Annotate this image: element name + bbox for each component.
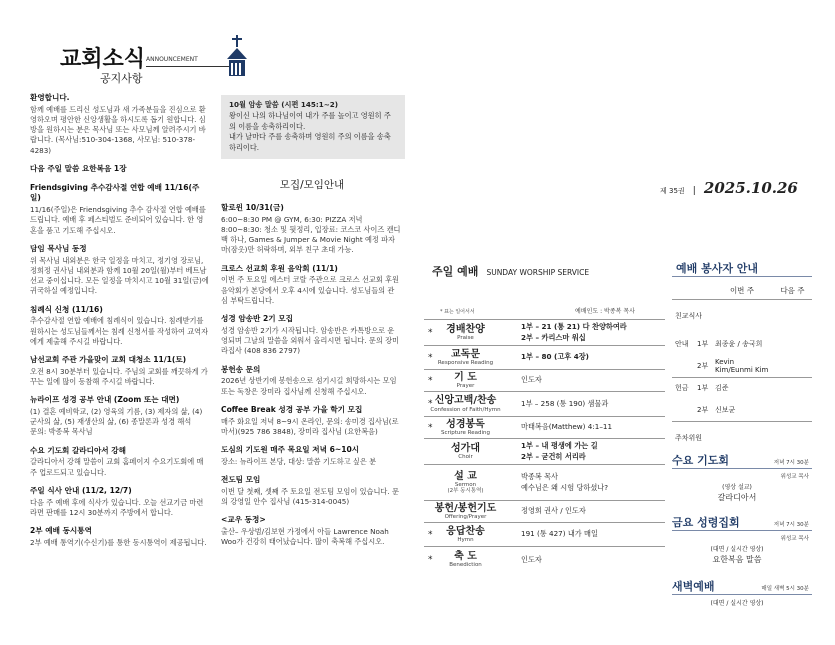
worship-order-table (424, 319, 665, 573)
recruitment-body: 장소: 뉴라이프 본당, 대상: 말씀 기도하고 싶은 분 (221, 456, 377, 466)
recruitment-body: 성경 암송반 2기가 시작됩니다. 암송반은 카톡방으로 운영되며 그날의 말씀을 외워서 올리시면 됩니다. 문의 장미라집사 (408 836 2797) (221, 325, 399, 356)
volunteer-group: 친교식사 (672, 299, 711, 333)
standing-star-icon: * (428, 422, 433, 433)
worship-item-name: 성경봉독 (446, 418, 485, 430)
service-leader: 위성교 목사 (780, 536, 809, 542)
volunteer-group: 주차위원 (672, 421, 711, 455)
recruitment-section (221, 264, 401, 306)
service-time: 저녁 7시 30분 (773, 460, 809, 466)
worship-item-detail: 마태복음(Matthew) 4:1–11 (507, 417, 665, 439)
left-column (30, 93, 210, 556)
worship-item-name: 축 도 (454, 550, 477, 562)
announcement-section (30, 526, 210, 548)
worship-item (424, 547, 507, 573)
worship-item-name: 응답찬송 (446, 525, 485, 537)
worship-item-name: 봉헌/봉헌기도 (434, 502, 497, 514)
volunteer-this: 신보균 (715, 405, 736, 414)
volunteer-group: 헌금 (672, 377, 697, 399)
volunteer-group (672, 355, 697, 377)
page-title: 교회소식 (60, 47, 146, 72)
volunteer-next (773, 355, 812, 377)
announcement-section (30, 395, 210, 437)
volunteer-next (773, 333, 812, 355)
worship-item-detail: 박종복 목사 예수님은 왜 시험 당하셨나? (507, 465, 665, 501)
announcement-body: 2부 예배 통역기(수신기)를 통한 동시통역이 제공됩니다. (30, 537, 207, 547)
volunteer-next (773, 421, 812, 455)
service-time: 저녁 7시 30분 (773, 522, 809, 528)
worship-item-name: 신앙고백/찬송 (434, 395, 497, 407)
worship-row (424, 320, 665, 346)
worship-row (424, 523, 665, 547)
recruitment-title: 할로윈 10/31(금) (221, 203, 284, 212)
worship-row (424, 439, 665, 465)
worship-item-detail: 1부 – 내 평생에 가는 길 2부 – 굳건히 서리라 (507, 439, 665, 465)
announcement-title: 주일 식사 안내 (11/2, 12/7) (30, 485, 132, 495)
volunteer-next (773, 377, 812, 399)
issue-date: 2025.10.26 (703, 179, 798, 197)
worship-item-en: Responsive Reading (437, 360, 494, 367)
service-detail: (대면 / 실시간 영상) (710, 600, 764, 607)
worship-item (424, 370, 507, 392)
worship-item-name: 설 교 (454, 470, 477, 482)
worship-item (424, 346, 507, 370)
worship-row (424, 346, 665, 370)
worship-title: 주일 예배 (432, 265, 479, 278)
volunteer-row (672, 299, 812, 333)
service-title-line (672, 468, 812, 469)
recruitment-title: 성경 암송반 2기 모집 (221, 314, 293, 324)
announcement-title: 환영합니다. (30, 93, 70, 102)
memory-verse-title: 10월 암송 말씀 (시편 145:1~2) (229, 100, 339, 109)
worship-item-detail: 1부 – 258 (통 190) 샘물과 (507, 392, 665, 417)
announcement-section (30, 244, 210, 297)
worship-row (424, 417, 665, 439)
worship-item-name: 성가대 (451, 442, 480, 454)
announcement-title: 침례식 신청 (11/16) (30, 304, 103, 314)
worship-item-name: 교독문 (451, 348, 480, 360)
worship-item-detail: 191 (통 427) 내가 매일 (507, 523, 665, 547)
recruitment-section (221, 445, 401, 467)
announcement-section (30, 305, 210, 347)
worship-item-en: Hymn (457, 537, 474, 544)
service-title-line (672, 594, 812, 595)
service-detail: 갈라디아서 (717, 493, 757, 502)
volunteer-this: 최종윤 / 송국희 (715, 340, 763, 348)
worship-item-detail: 1부 – 80 (고후 4장) (507, 346, 665, 370)
announcement-section (30, 164, 210, 175)
recruitment-body: 이번 주 토요일 에스터 코랄 주관으로 크로스 선교회 후원 음악회가 본당에서 오후 4시에 있습니다. 성도님들의 관심 부탁드립니다. (221, 275, 399, 305)
standing-star-icon: * (428, 327, 433, 338)
recruitment-title: 전도팀 모임 (221, 474, 261, 484)
worship-note-right: 예배인도 : 박종복 목사 (575, 308, 635, 315)
volunteer-next (773, 299, 812, 333)
volunteer-row (672, 377, 812, 399)
recruitment-title: 봉헌송 문의 (221, 364, 261, 374)
service-detail: (영상 설교) (722, 484, 752, 491)
recruitment-title: 크로스 선교회 후원 음악회 (11/1) (221, 263, 338, 273)
service-time: 매일 새벽 5시 30분 (761, 586, 809, 592)
worship-item (424, 501, 507, 523)
worship-item-en: Choir (458, 454, 473, 461)
volunteer-title-line (672, 276, 812, 277)
worship-item-en: Praise (457, 335, 474, 342)
service-title-line (672, 530, 812, 531)
volunteer-this (711, 421, 773, 455)
recruitment-title: Coffee Break 성경 공부 가을 학기 모집 (221, 404, 363, 414)
worship-item-en: Confession of Faith/Hymn (430, 406, 501, 413)
volunteer-table (672, 283, 812, 455)
recruitment-body: 출산– 우상범/김보현 가정에서 아들 Lawrence Noah Woo가 건강히 태어났습니다. 많이 축복해 주십시오. (221, 526, 389, 547)
volunteer-part: 1부 (697, 377, 711, 399)
announcement-body: 갈라디아서 강해 말씀이 교회 홈페이지 수요기도회에 매주 업로드되고 있습니다. (30, 457, 204, 477)
announcement-title: Friendsgiving 추수감사절 연합 예배 11/16(주일) (30, 182, 200, 203)
volunteer-part: 2부 (697, 405, 709, 414)
volunteer-row (672, 399, 812, 421)
worship-row (424, 465, 665, 501)
standing-star-icon: * (428, 375, 433, 386)
volunteer-part: 1부 (697, 340, 709, 348)
announcement-body: 11/16(주일)은 Friendsgiving 추수 감사절 연합 예배를 드립니다. 예배 후 페스티벌도 준비되어 있습니다. 한 영혼을 품고 기도해 주십시오. (30, 205, 206, 235)
volume-label: 제 35권 (660, 187, 685, 195)
page-title-en: ANNOUNCEMENT (146, 56, 198, 63)
announcement-body: 다음 주 예배 후에 식사가 있습니다. 오늘 선교기금 마련 라면 판매를 12시 30분까지 주방에서 합니다. (30, 497, 204, 517)
worship-item-detail: 1부 – 21 (통 21) 다 찬양하여라 2부 – 카리스마 워십 (507, 320, 665, 346)
announcement-section (30, 486, 210, 518)
volunteer-group (672, 399, 697, 421)
worship-row (424, 501, 665, 523)
masthead-divider: | (692, 186, 696, 196)
worship-item-name: 경배찬양 (446, 323, 485, 335)
worship-note-left: * 표는 일어서서 (440, 309, 475, 315)
recruitment-section (221, 314, 401, 356)
recruitment-section (221, 515, 401, 547)
masthead (660, 178, 810, 197)
announcement-section (30, 446, 210, 478)
announcement-section (30, 355, 210, 387)
standing-star-icon: * (428, 352, 433, 363)
standing-star-icon: * (428, 399, 433, 409)
service-title: 금요 성령집회 (672, 516, 740, 529)
worship-item (424, 439, 507, 465)
volunteer-part: 2부 (697, 361, 709, 370)
worship-item-en: Prayer (456, 383, 475, 390)
volunteer-this (711, 299, 773, 333)
middle-column (221, 203, 401, 555)
service-detail: 요한복음 말씀 (712, 555, 762, 564)
volunteer-row (672, 355, 812, 377)
announcement-title: 수요 기도회 갈라디아서 강해 (30, 445, 126, 455)
worship-row (424, 392, 665, 417)
announcement-section (30, 183, 210, 236)
announcement-section (30, 93, 210, 156)
volunteer-this: Kevin Kim/Eunmi Kim (715, 357, 769, 374)
recruitment-body: 6:00~8:30 PM @ GYM, 6:30: PIZZA 저녁 8:00~8:30: 청소 및 뒷정리, 입장료: 코스코 사이즈 캔디백 하나, Games & Jumper & Movie Night 예정 파자마(잠옷)만 허락하며, 외부 친구 초대 가능. (221, 214, 401, 255)
recruitment-section (221, 203, 401, 256)
memory-verse-box (221, 95, 405, 159)
standing-star-icon: * (428, 529, 433, 540)
worship-item-en: Scripture Reading (440, 430, 491, 437)
worship-item-detail: 정영희 권사 / 인도자 (507, 501, 665, 523)
memory-verse-text: 왕이신 나의 하나님이여 내가 주를 높이고 영원히 주의 이름을 송축하리이다. 내가 날마다 주를 송축하며 영원히 주의 이름을 송축하리이다. (229, 110, 391, 153)
volunteer-row (672, 421, 812, 455)
worship-item (424, 523, 507, 547)
service-title: 수요 기도회 (672, 454, 729, 467)
volunteer-col-this: 이번 주 (729, 286, 755, 296)
service-title: 새벽예배 (672, 580, 715, 593)
announcement-title: 뉴라이프 성경 공부 안내 (Zoom 또는 대면) (30, 395, 180, 405)
recruitment-section (221, 405, 401, 437)
volunteer-header-row (672, 283, 812, 299)
standing-star-icon: * (428, 554, 433, 565)
worship-item (424, 465, 507, 501)
recruitment-body: 이번 달 첫째, 셋째 주 토요일 전도팀 모임이 있습니다. 문의 강영일 안수 집사님 (415-314-0045) (221, 486, 399, 506)
worship-item-name: 기 도 (454, 371, 477, 383)
volunteer-col-next: 다음 주 (780, 286, 805, 296)
worship-row (424, 370, 665, 392)
volunteer-next (773, 399, 812, 421)
announcement-title: 남선교회 주관 가을맞이 교회 대청소 11/1(토) (30, 354, 187, 364)
announcement-title: 다음 주일 말씀 요한복음 1장 (30, 163, 127, 173)
volunteer-group: 안내 (675, 340, 689, 348)
church-icon (222, 35, 252, 77)
announcement-title: 2부 예배 동시통역 (30, 526, 92, 536)
announcement-body: 추수감사절 연합 예배에 침례식이 있습니다. 침례받기를 원하시는 성도님들께서는 침례 신청서를 작성하여 교역자에게 제출해 주시길 바랍니다. (30, 316, 209, 346)
service-leader: 위성교 목사 (780, 474, 809, 480)
worship-item-en: Offering/Prayer (444, 514, 487, 521)
announcement-body: 오전 8시 30분부터 있습니다. 주님의 교회를 깨끗하게 가꾸는 일에 많이 동참해 주시길 바랍니다. (30, 366, 208, 386)
service-detail: (대면 / 실시간 영상) (710, 546, 764, 553)
worship-item-detail: 인도자 (507, 547, 665, 573)
announcement-body: 위 목사님 내외분은 한국 일정을 마치고, 정기영 장로님, 정희정 권사님 내외분과 함께 10월 20일(월)부터 베트남 선교 중이십니다. 모든 일정을 마치시고 10월 31일(금)에 귀국하실 예정입니다. (30, 255, 209, 296)
announcement-body: 함께 예배를 드리신 성도님과 새 가족분들을 진심으로 환영하오며 평안한 신앙생활을 하시도록 돕기 원합니다. 심방을 원하시는 분은 목사님 또는 사모님께 알려주시기 바랍니다. (목사님:510-304-1368, 사모님: 510-378-4283) (30, 104, 206, 155)
worship-item (424, 392, 507, 417)
worship-item-detail: 인도자 (507, 370, 665, 392)
volunteer-title: 예배 봉사자 안내 (676, 262, 759, 275)
worship-item (424, 320, 507, 346)
recruitment-body: 매주 화요일 저녁 8~9시 온라인, 문의: 송미경 집사님(로마서)(925 786 3848), 장미라 집사님 (요한복음) (221, 416, 399, 436)
worship-row (424, 547, 665, 573)
worship-item-en: Benediction (449, 562, 482, 569)
volunteer-this: 김준 (711, 377, 773, 399)
worship-title-en: SUNDAY WORSHIP SERVICE (486, 268, 590, 277)
worship-item-en: Sermon (2부 동시통역) (447, 482, 484, 495)
recruitment-body: 2026년 상반기에 봉헌송으로 섬기시길 희망하시는 모임 또는 독창은 장미라 집사님께 신청해 주십시오. (221, 376, 397, 396)
volunteer-header-blank (672, 283, 711, 299)
announcement-title: 담임 목사님 동정 (30, 243, 87, 253)
announcement-body: (1) 결혼 예비학교, (2) 영육의 기름, (3) 제자의 삶, (4) 군사의 삶, (5) 재생산의 삶, (6) 종말론과 성경 해석 문의: 박종복 목사님 (30, 406, 203, 437)
recruitment-section (221, 365, 401, 397)
recruitment-title: <교우 동정> (221, 515, 266, 525)
recruitment-section (221, 475, 401, 507)
recruitment-heading: 모집/모임안내 (279, 179, 345, 191)
worship-title-block (432, 260, 672, 279)
volunteer-row (672, 333, 812, 355)
page-subtitle: 공지사항 (100, 72, 143, 85)
recruitment-title: 도심의 기도원 매주 목요일 저녁 6~10시 (221, 444, 360, 454)
worship-item (424, 417, 507, 439)
